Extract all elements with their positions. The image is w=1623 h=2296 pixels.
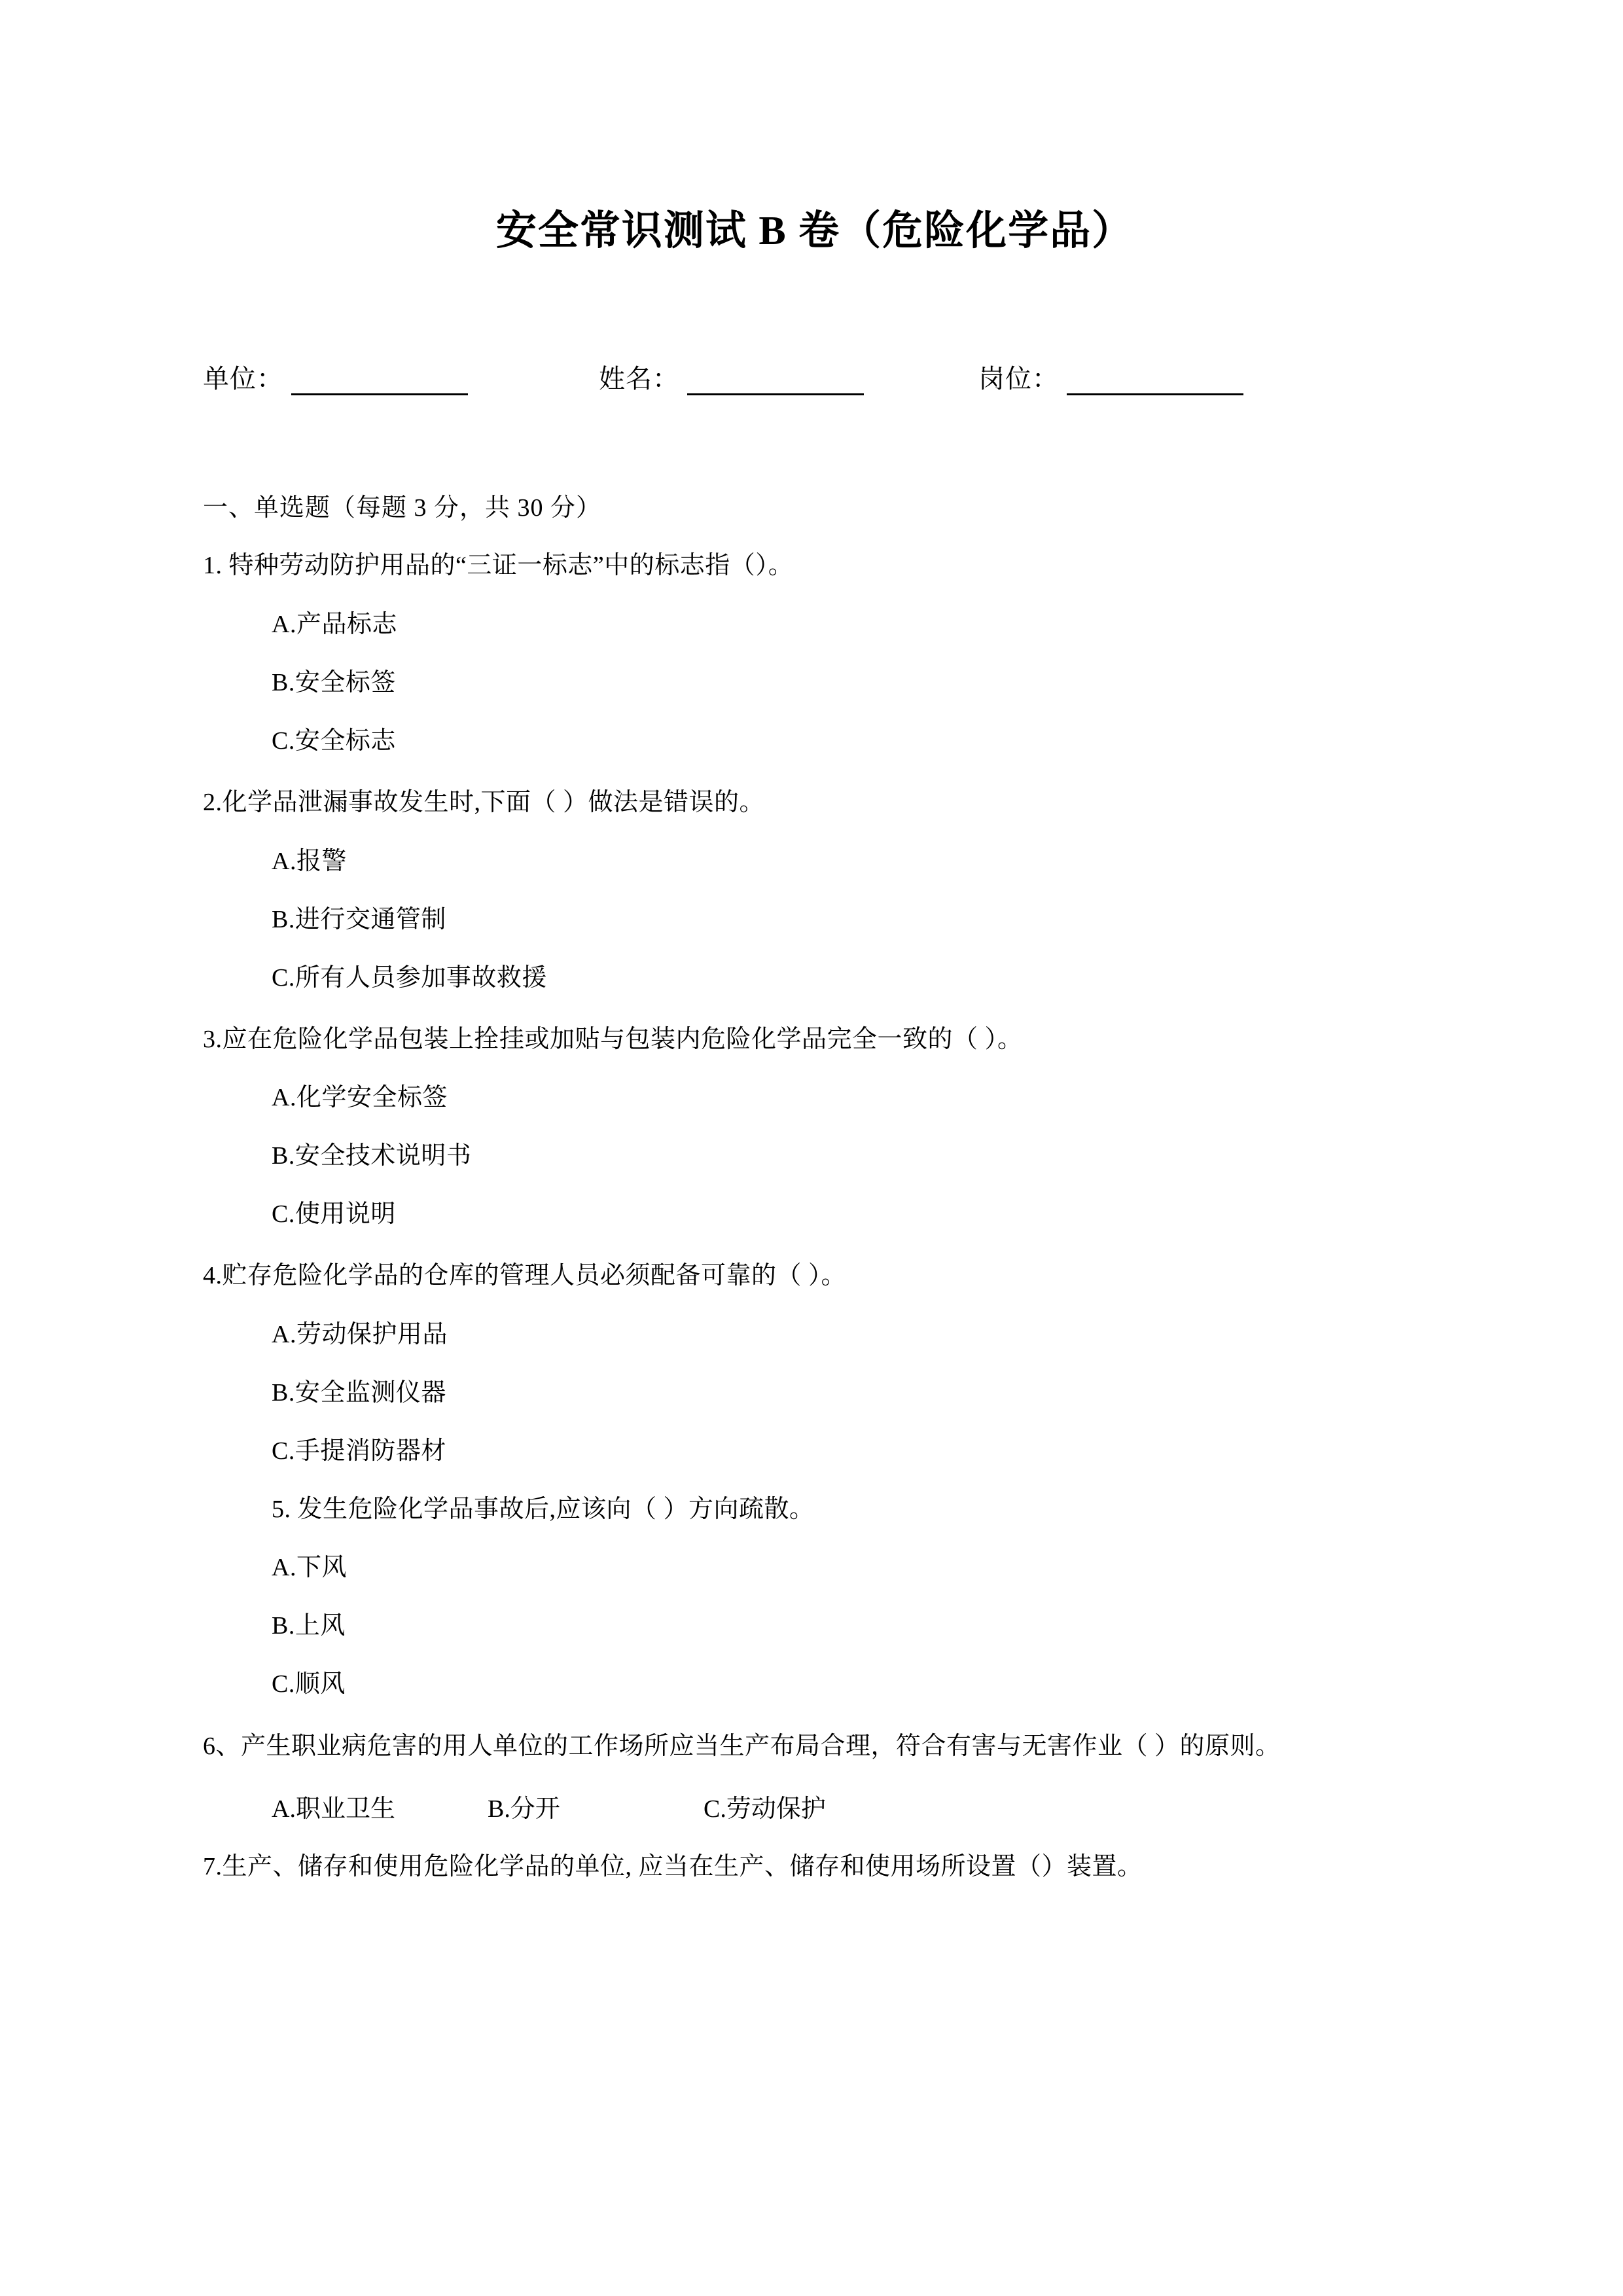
question-2-option-a[interactable]: A.报警 xyxy=(272,847,347,875)
name-input[interactable] xyxy=(687,371,864,395)
question-2-option-c[interactable]: C.所有人员参加事故救援 xyxy=(272,963,547,992)
section-heading-single-choice: 一、单选题（每题 3 分，共 30 分） xyxy=(203,493,602,522)
question-5-text: 5. 发生危险化学品事故后,应该向（ ）方向疏散。 xyxy=(272,1496,815,1524)
question-5-option-a[interactable]: A.下风 xyxy=(272,1554,347,1582)
question-6-options-row xyxy=(272,1788,1427,1824)
question-6-option-a[interactable]: A.职业卫生 xyxy=(272,1795,395,1823)
question-4-option-b[interactable]: B.安全监测仪器 xyxy=(272,1379,446,1407)
question-2-text: 2.化学品泄漏事故发生时,下面（ ）做法是错误的。 xyxy=(203,788,765,816)
unit-field[interactable] xyxy=(203,358,468,395)
question-4-text: 4.贮存危险化学品的仓库的管理人员必须配备可靠的（ ）。 xyxy=(203,1262,847,1290)
question-1-option-c[interactable]: C.安全标志 xyxy=(272,726,396,755)
question-3-option-c[interactable]: C.使用说明 xyxy=(272,1200,396,1229)
question-6-option-b[interactable]: B.分开 xyxy=(488,1795,560,1823)
question-1-option-b[interactable]: B.安全标签 xyxy=(272,668,396,696)
question-5-option-c[interactable]: C.顺风 xyxy=(272,1670,346,1698)
position-label: 岗位： xyxy=(978,363,1059,393)
meta-fields-row xyxy=(203,358,1427,395)
question-3-text: 3.应在危险化学品包装上拴挂或加贴与包装内危险化学品完全一致的（ ）。 xyxy=(203,1025,1023,1053)
question-1-option-a[interactable]: A.产品标志 xyxy=(272,610,397,638)
question-7-text: 7.生产、储存和使用危险化学品的单位, 应当在生产、储存和使用场所设置（）装置。 xyxy=(203,1852,1143,1880)
question-6-text: 6、产生职业病危害的用人单位的工作场所应当生产布局合理，符合有害与无害作业（ ）的原则。 xyxy=(203,1732,1281,1761)
unit-label: 单位： xyxy=(203,363,283,393)
question-4-option-a[interactable]: A.劳动保护用品 xyxy=(272,1321,448,1349)
question-3-option-b[interactable]: B.安全技术说明书 xyxy=(272,1142,472,1170)
question-1-text: 1. 特种劳动防护用品的“三证一标志”中的标志指（）。 xyxy=(203,551,794,579)
page-title: 安全常识测试 B 卷（危险化学品） xyxy=(495,209,1134,253)
position-input[interactable] xyxy=(1067,371,1243,395)
name-label: 姓名： xyxy=(599,363,679,393)
question-4-option-c[interactable]: C.手提消防器材 xyxy=(272,1437,446,1465)
position-field[interactable] xyxy=(978,358,1243,395)
question-3-option-a[interactable]: A.化学安全标签 xyxy=(272,1084,448,1112)
question-5-option-b[interactable]: B.上风 xyxy=(272,1612,346,1640)
question-2-option-b[interactable]: B.进行交通管制 xyxy=(272,905,446,933)
unit-input[interactable] xyxy=(291,371,468,395)
name-field[interactable] xyxy=(599,358,864,395)
question-6-option-c[interactable]: C.劳动保护 xyxy=(704,1795,826,1823)
